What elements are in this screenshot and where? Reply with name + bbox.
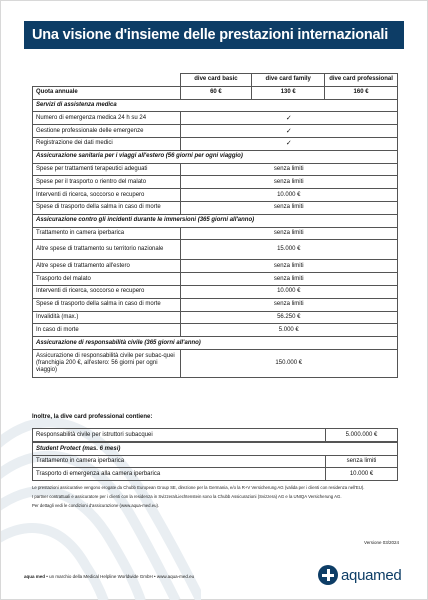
price-professional: 160 € [325,86,398,99]
footnote: I partner contrattuali e assicuratore per i clienti con la residenza in Svizzera/Liechtenstein sono la Chubb Assicurazioni (Svizzera) AG e la UNIQA Versicherung AG. [32,494,342,500]
row-label: Interventi di ricerca, soccorso e recupero [33,285,181,298]
row-label: Numero di emergenza medica 24 h su 24 [33,112,181,125]
table-row [33,455,398,468]
section-heading: Assicurazione di responsabilità civile (365 giorni all'anno) [33,337,398,350]
row-label: In caso di morte [33,324,181,337]
logo-text: aquamed [341,566,402,584]
row-value: senza limiti [180,201,397,214]
footer-text [24,574,194,579]
row-value: senza limiti [180,273,397,286]
table-row [33,324,398,337]
row-label: Spese per il trasporto o rientro del malato [33,176,181,189]
professional-extras-heading: Inoltre, la dive card professional contiene: [32,414,153,420]
section-heading: Assicurazione sanitaria per i viaggi all'estero (56 giorni per ogni viaggio) [33,150,398,163]
table-row [33,112,398,125]
aquamed-logo [318,564,401,586]
row-value: 5.000.000 € [326,429,398,442]
row-label: Spese di trasporto della salma in caso di morte [33,201,181,214]
row-value: senza limiti [180,176,397,189]
row-label: Trattamento in camera iperbarica [33,227,181,240]
section-heading: Student Protect (mas. 6 mesi) [33,443,398,456]
footer-brand: aqua med [24,574,46,579]
page-title: Una visione d'insieme delle prestazioni internazionali [32,27,389,43]
cross-icon [318,565,338,585]
row-value: senza limiti [326,455,398,468]
table-row [33,240,398,260]
table-row [33,201,398,214]
row-label: Invalidità (max.) [33,311,181,324]
row-value: senza limiti [180,163,397,176]
row-value: 10.000 € [326,468,398,481]
section-heading: Servizi di assistenza medica [33,99,398,112]
table-row [33,163,398,176]
row-label: Quota annuale [33,86,181,99]
row-label: Trattamento in camera iperbarica [33,455,326,468]
version-label: Versione 03/2024 [363,540,399,545]
table-row [33,227,398,240]
row-value: senza limiti [180,298,397,311]
row-label: Gestione professionale delle emergenze [33,125,181,138]
table-row [33,349,398,377]
checkmark: ✓ [180,125,397,138]
student-protect-table [32,442,398,481]
table-row [33,298,398,311]
table-row [33,468,398,481]
table-row [33,137,398,150]
title-banner [24,21,404,49]
table-row [33,260,398,273]
row-value: 10.000 € [180,285,397,298]
col-header-family: dive card family [252,74,325,87]
col-header-professional: dive card professional [325,74,398,87]
row-label: Spese di trasporto della salma in caso di morte [33,298,181,311]
checkmark: ✓ [180,137,397,150]
footnote: Le prestazioni assicurative vengono erogate da Chubb European Group SE, direzione per la Germania, e/o la R+V Versicherung AG (valida per i clienti con residenza nell'EU). [32,485,365,490]
table-row [33,125,398,138]
price-basic: 60 € [180,86,252,99]
checkmark: ✓ [180,112,397,125]
row-value: 150.000 € [180,349,397,377]
table-row [33,285,398,298]
row-label: Altre spese di trattamento all'estero [33,260,181,273]
table-row [33,429,398,442]
row-label: Altre spese di trattamento su territorio nazionale [33,240,181,260]
row-label: Spese per trattamenti terapeutici adeguati [33,163,181,176]
price-family: 130 € [252,86,325,99]
table-row [33,176,398,189]
row-label: Registrazione dei dati medici [33,137,181,150]
section-heading: Assicurazione contro gli incidenti durante le immersioni (365 giorni all'anno) [33,214,398,227]
row-value: 10.000 € [180,189,397,202]
row-label: Interventi di ricerca, soccorso e recupero [33,189,181,202]
row-label: Assicurazione di responsabilità civile per subac-quei (franchigia 200 €, all'estero: 56 giorni per ogni viaggio) [33,349,181,377]
col-header-basic: dive card basic [180,74,252,87]
professional-extras-table [32,428,398,442]
row-label: Responsabilità civile per istruttori subacquei [33,429,326,442]
table-row [33,311,398,324]
row-value: 15.000 € [180,240,397,260]
row-label: Trasporto del malato [33,273,181,286]
quota-row [33,86,398,99]
row-value: senza limiti [180,260,397,273]
benefits-table [32,73,398,378]
table-row [33,189,398,202]
footnotes [32,485,398,512]
row-value: 56.250 € [180,311,397,324]
row-value: senza limiti [180,227,397,240]
row-value: 5.000 € [180,324,397,337]
table-row [33,273,398,286]
footer-description: • un marchio della Medical Helpline Worldwide GmbH • www.aqua-med.eu [45,574,195,579]
row-label: Trasporto di emergenza alla camera iperbarica [33,468,326,481]
footnote: Per dettagli vedi le condizioni d'assicurazione (www.aqua-med.eu). [32,503,160,509]
